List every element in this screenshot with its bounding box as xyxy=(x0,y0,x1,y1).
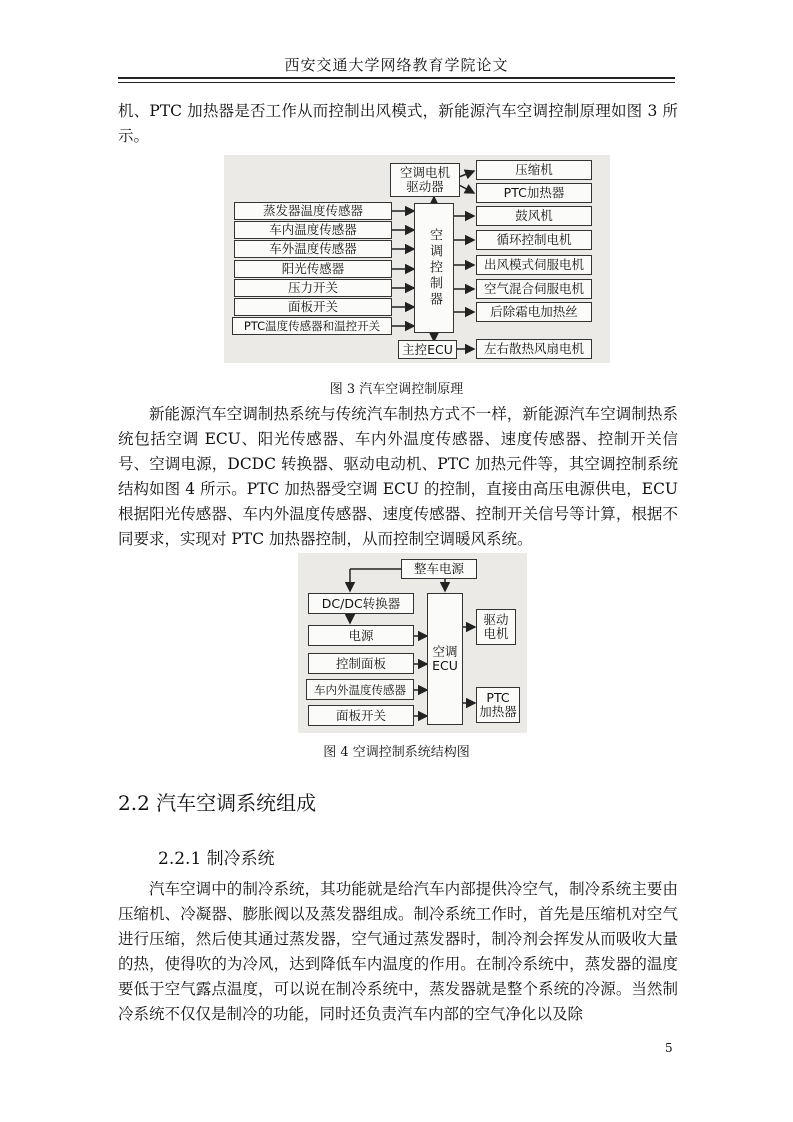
output-ptc-heater: PTC加热器 xyxy=(476,183,592,203)
paragraph-3: 汽车空调中的制冷系统，其功能就是给汽车内部提供冷空气，制冷系统主要由压缩机、冷凝器、膨胀阀以及蒸发器组成。制冷系统工作时，首先是压缩机对空气进行压缩，然后使其通过蒸发器，空气通过蒸发器时，制冷剂会挥发从而吸收大量的热，使得吹的为冷风，达到降低车内温度的作用。在制冷系统中，蒸发器的温度要低于空气露点温度，可以说在制冷系统中，蒸发器就是整个系统的冷源。当然制冷系统不仅仅是制冷的功能，同时还负责汽车内部的空气净化以及除 xyxy=(118,880,678,1023)
output-rear-defrost: 后除霜电加热丝 xyxy=(476,302,592,322)
output-compressor: 压缩机 xyxy=(476,160,592,180)
input-evaporator-temp-sensor: 蒸发器温度传感器 xyxy=(234,202,392,220)
running-header: 西安交通大学网络教育学院论文 xyxy=(284,56,509,74)
control-panel-box: 控制面板 xyxy=(308,653,414,674)
in-out-temp-sensor-box: 车内外温度传感器 xyxy=(306,679,414,700)
section-heading-2-2: 2.2 汽车空调系统组成 xyxy=(118,791,317,815)
header-rule-thin xyxy=(118,82,675,83)
motor-driver-box: 空调电机 驱动器 xyxy=(390,163,460,197)
panel-switch-box: 面板开关 xyxy=(308,705,414,726)
paragraph-1: 机、PTC 加热器是否工作从而控制出风模式，新能源汽车空调控制原理如图 3 所示。 xyxy=(118,102,678,145)
output-mode-servo: 出风模式伺服电机 xyxy=(476,255,592,275)
output-blower: 鼓风机 xyxy=(476,206,592,226)
figure-3 xyxy=(224,155,610,363)
drive-motor-box: 驱动 电机 xyxy=(476,609,516,645)
input-ambient-temp-sensor: 车外温度传感器 xyxy=(234,240,392,258)
figure-4-caption: 图 4 空调控制系统结构图 xyxy=(323,745,470,760)
ac-controller-box: 空调控制器 xyxy=(414,203,454,333)
paragraph-2: 新能源汽车空调制热系统与传统汽车制热方式不一样，新能源汽车空调制热系统包括空调 ECU、阳光传感器、车内外温度传感器、速度传感器、控制开关信号、空调电源，DCDC 转换器、驱动电动机、PTC 加热元件等，其空调控制系统结构如图 4 所示。PTC 加热器受空调 ECU 的控制，直接由高压电源供电，ECU 根据阳光传感器、车内外温度传感器、速度传感器、控制开关信号等计算，根据不同要求，实现对 PTC 加热器控制，从而控制空调暖风系统。 xyxy=(118,405,678,548)
ac-ecu-box: 空调 ECU xyxy=(427,593,463,725)
input-ptc-temp-sensor-and-switch: PTC温度传感器和温控开关 xyxy=(232,317,392,335)
output-recirculation-motor: 循环控制电机 xyxy=(476,230,592,250)
output-cooling-fans: 左右散热风扇电机 xyxy=(476,339,592,359)
input-pressure-switch: 压力开关 xyxy=(234,279,392,297)
input-sunlight-sensor: 阳光传感器 xyxy=(234,260,392,278)
dcdc-converter-box: DC/DC转换器 xyxy=(308,593,414,614)
vehicle-power-box: 整车电源 xyxy=(401,559,477,579)
figure-3-caption: 图 3 汽车空调控制原理 xyxy=(329,382,464,397)
ptc-heater-box: PTC 加热器 xyxy=(476,687,520,723)
input-cabin-temp-sensor: 车内温度传感器 xyxy=(234,221,392,239)
power-supply-box: 电源 xyxy=(308,625,414,646)
main-ecu-box: 主控ECU xyxy=(398,340,457,359)
page-number: 5 xyxy=(665,1041,673,1055)
input-panel-switch: 面板开关 xyxy=(234,298,392,316)
figure-4 xyxy=(298,553,527,733)
output-air-mix-servo: 空气混合伺服电机 xyxy=(476,279,592,299)
subsection-heading-2-2-1: 2.2.1 制冷系统 xyxy=(158,849,275,869)
header-rule-thick xyxy=(118,77,675,79)
